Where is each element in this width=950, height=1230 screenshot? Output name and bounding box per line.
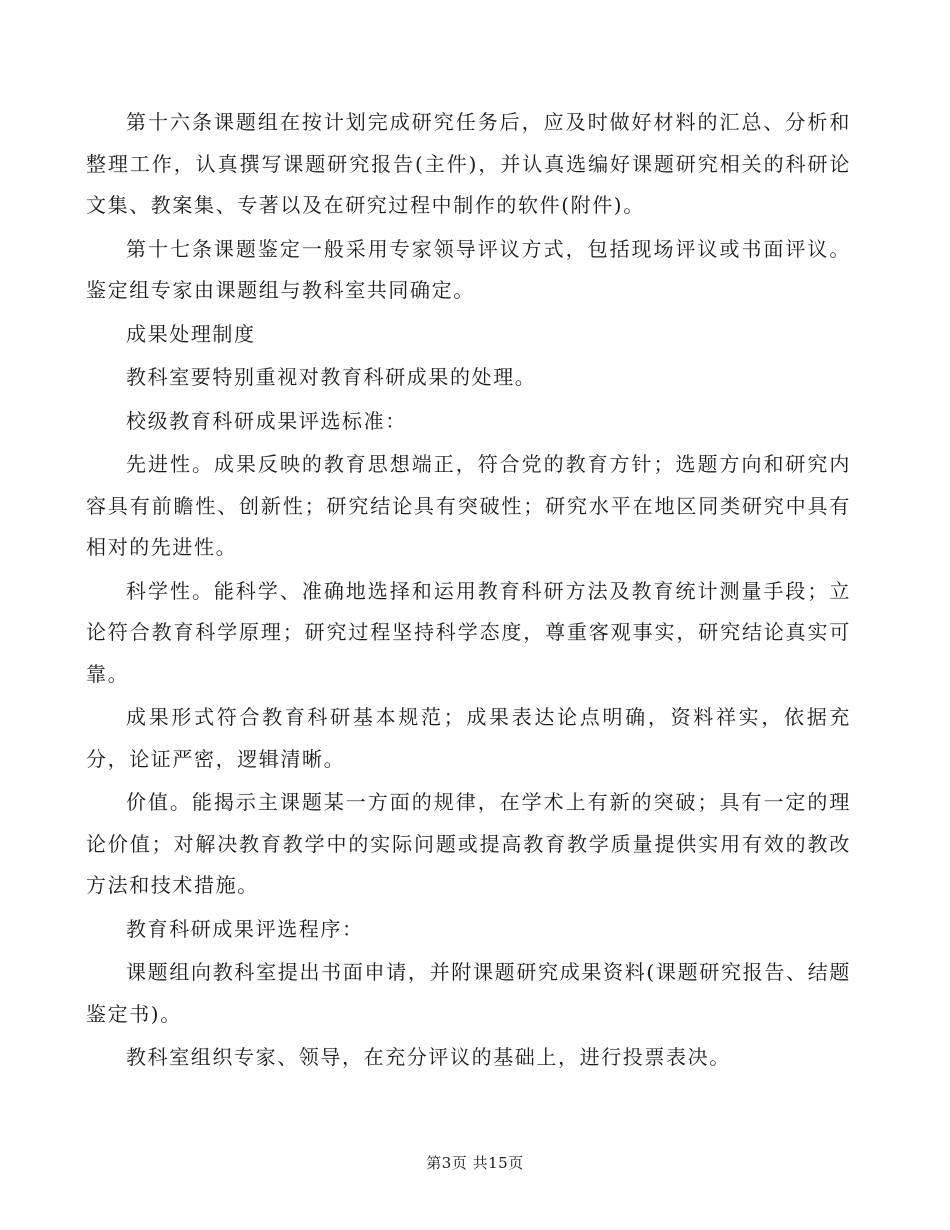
page-number-footer: 第3页 共15页 bbox=[426, 1154, 524, 1172]
paragraph-procedure-heading: 教育科研成果评选程序： bbox=[126, 916, 364, 941]
document-body bbox=[86, 102, 851, 1081]
section-heading-results-handling: 成果处理制度 bbox=[126, 321, 256, 346]
paragraph-results-importance: 教科室要特别重视对教育科研成果的处理。 bbox=[126, 365, 537, 389]
paragraph-criterion-form: 成果形式符合教育科研基本规范；成果表达论点明确，资料祥实，依据充分，论证严密，逻辑清晰。 bbox=[86, 705, 851, 771]
paragraph-criterion-advanced: 先进性。成果反映的教育思想端正，符合党的教育方针；选题方向和研究内容具有前瞻性、创新性；研究结论具有突破性；研究水平在地区同类研究中具有相对的先进性。 bbox=[86, 452, 851, 559]
paragraph-criterion-value: 价值。能揭示主课题某一方面的规律，在学术上有新的突破；具有一定的理论价值；对解决教育教学中的实际问题或提高教育教学质量提供实用有效的教改方法和技术措施。 bbox=[86, 790, 851, 897]
paragraph-procedure-application: 课题组向教科室提出书面申请，并附课题研究成果资料(课题研究报告、结题鉴定书)。 bbox=[86, 960, 851, 1026]
paragraph-article-16: 第十六条课题组在按计划完成研究任务后，应及时做好材料的汇总、分析和整理工作，认真撰写课题研究报告(主件)，并认真选编好课题研究相关的科研论文集、教案集、专著以及在研究过程中制作的软件(附件)。 bbox=[86, 110, 851, 217]
paragraph-criterion-scientific: 科学性。能科学、准确地选择和运用教育科研方法及教育统计测量手段；立论符合教育科学原理；研究过程坚持科学态度，尊重客观事实，研究结论真实可靠。 bbox=[86, 578, 851, 686]
paragraph-criteria-heading: 校级教育科研成果评选标准： bbox=[126, 408, 407, 433]
paragraph-procedure-vote: 教科室组织专家、领导，在充分评议的基础上，进行投票表决。 bbox=[126, 1045, 731, 1069]
paragraph-article-17: 第十七条课题鉴定一般采用专家领导评议方式，包括现场评议或书面评议。鉴定组专家由课题组与教科室共同确定。 bbox=[86, 236, 851, 302]
